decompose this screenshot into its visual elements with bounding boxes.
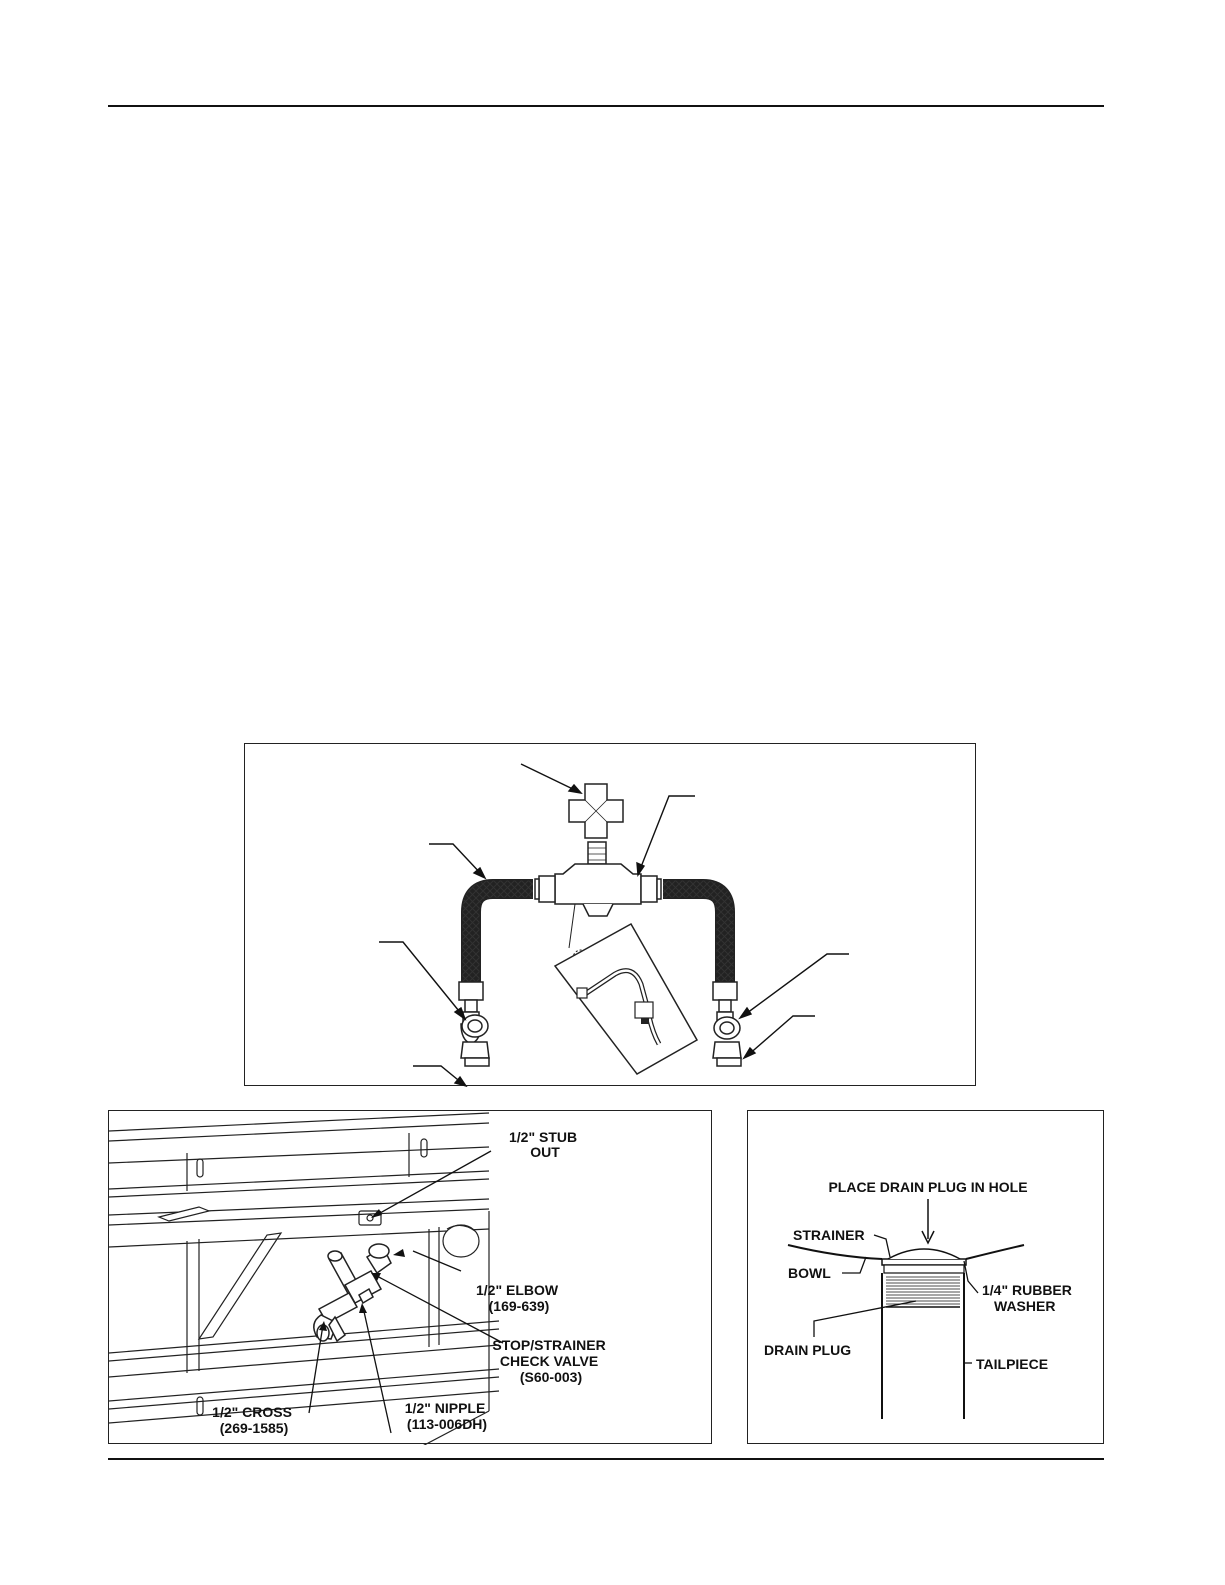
nipple-part-number: (113-006DH): [406, 1416, 488, 1432]
frame-structure-icon: [109, 1113, 499, 1445]
footer-rule: [108, 1458, 1104, 1460]
valve-detail-inset-icon: [555, 904, 697, 1074]
svg-text:1/4" RUBBER WASHER: [982, 1282, 1076, 1314]
left-stop-valve-icon: [461, 1015, 489, 1066]
cross-part-number: (269-1585): [219, 1420, 289, 1436]
mixing-valve-body-icon: [535, 842, 661, 916]
svg-text:1/2" STUB OUT: [509, 1129, 581, 1160]
elbow-label: 1/2" ELBOW: [476, 1282, 559, 1298]
stub-out-drawing: [109, 1111, 713, 1445]
cross-label: 1/2" CROSS: [212, 1404, 292, 1420]
down-arrow-icon: [922, 1199, 934, 1243]
svg-text:1/2" CROSS (269-1585): [212, 1404, 296, 1436]
stub-out-label: 1/2" STUB: [509, 1129, 578, 1145]
washer-label: 1/4" RUBBER: [982, 1282, 1072, 1298]
check-valve-label-line2: CHECK VALVE: [499, 1353, 599, 1369]
left-braided-hose-icon: [459, 889, 533, 1022]
stub-out-figure: [108, 1110, 712, 1444]
drain-plug-label: DRAIN PLUG: [764, 1342, 852, 1358]
svg-text:1/2" ELBOW (169-639): [476, 1282, 562, 1314]
bowl-label: BOWL: [788, 1265, 831, 1281]
svg-text:1/2" NIPPLE (113-006DH): [405, 1400, 489, 1432]
strainer-label: STRAINER: [793, 1227, 865, 1243]
drain-plug-figure: [747, 1110, 1104, 1444]
instruction-label: PLACE DRAIN PLUG IN HOLE: [828, 1179, 1028, 1195]
svg-text:STOP/STRAINER CHECK VALV: [492, 1337, 609, 1385]
nipple-label: 1/2" NIPPLE: [404, 1400, 486, 1416]
washer-label-line2: WASHER: [994, 1298, 1056, 1314]
mixing-valve-figure: [244, 743, 976, 1086]
check-valve-label: STOP/STRAINER: [492, 1337, 606, 1353]
header-rule: [108, 105, 1104, 107]
tailpiece-label: TAILPIECE: [976, 1356, 1049, 1372]
right-stop-valve-icon: [713, 1017, 741, 1066]
mixing-valve-drawing: [245, 744, 977, 1087]
stub-out-label-line2: OUT: [530, 1144, 560, 1160]
check-valve-part-number: (S60-003): [519, 1369, 583, 1385]
drain-plug-drawing: [748, 1111, 1105, 1445]
elbow-part-number: (169-639): [488, 1298, 550, 1314]
